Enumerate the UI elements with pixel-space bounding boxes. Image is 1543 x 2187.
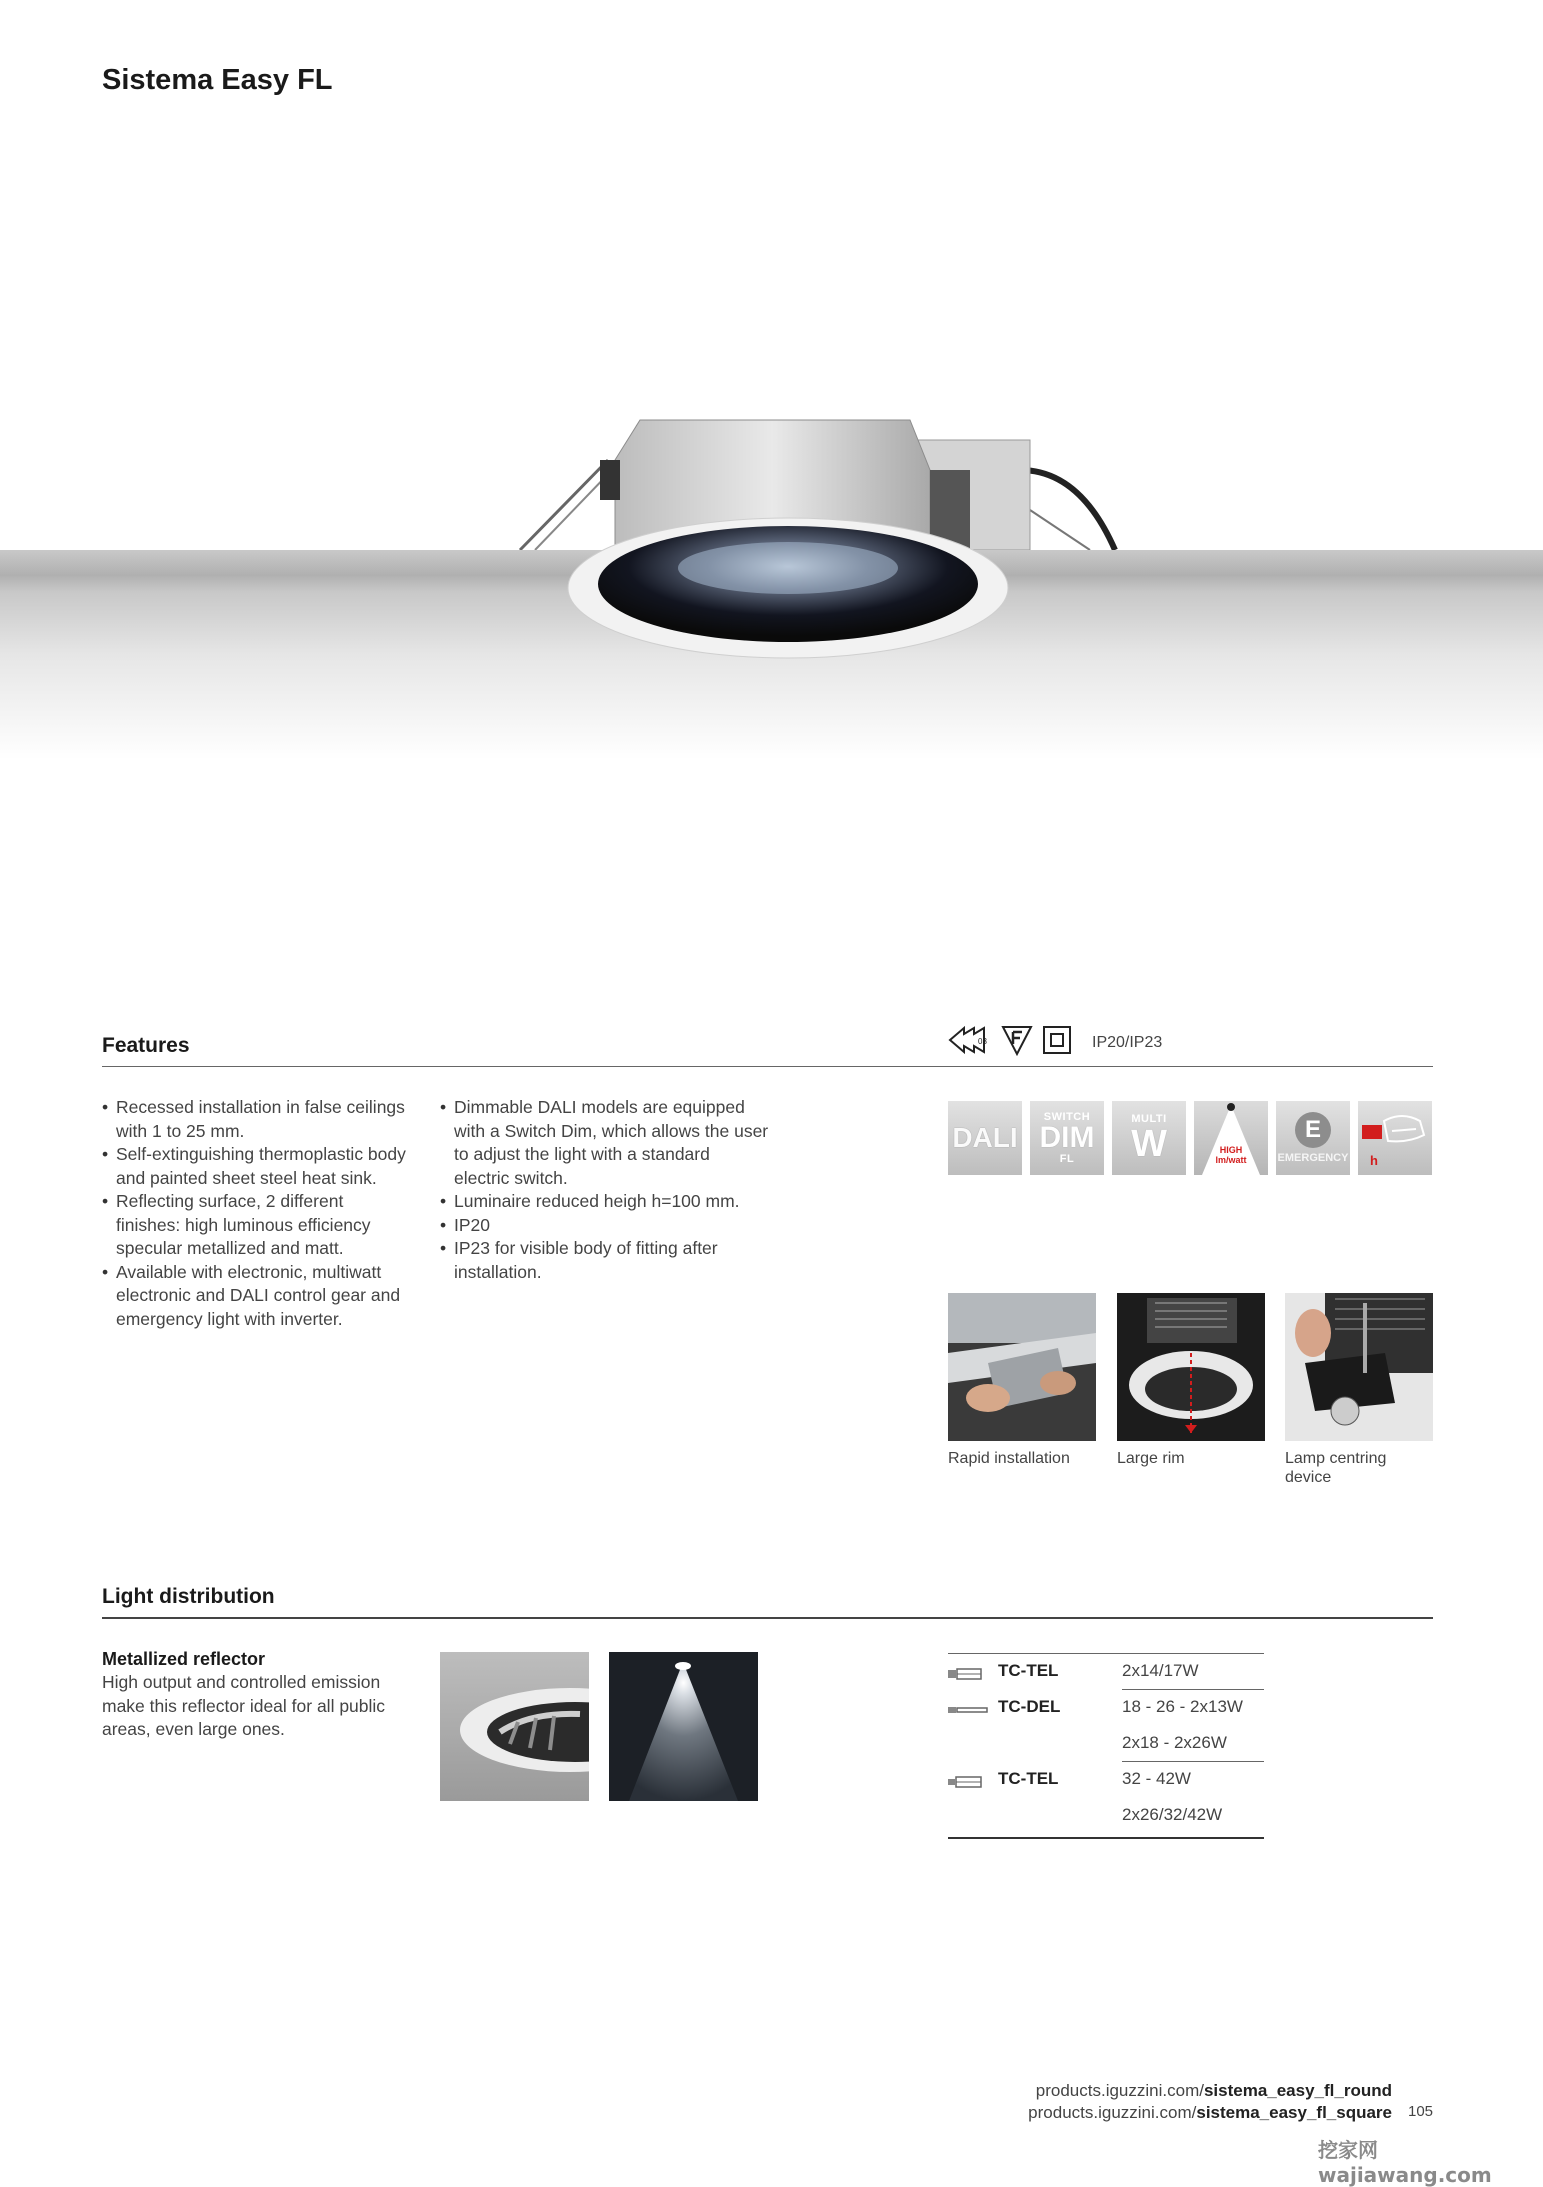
high-label: HIGH <box>1219 1145 1243 1155</box>
dali-label: DALI <box>952 1122 1018 1153</box>
enec-03-mark-icon <box>948 1024 992 1061</box>
feature-item: • Recessed installation in false ceilings with 1 to 25 mm. <box>102 1096 412 1143</box>
features-heading: Features <box>102 1034 190 1057</box>
rapid-installation-photo <box>948 1293 1096 1441</box>
height-label: h <box>1370 1153 1378 1168</box>
lamp-row <box>948 1761 1264 1797</box>
certification-marks <box>948 1024 1162 1061</box>
tc-tel-lamp-icon <box>948 1665 982 1685</box>
reflector-title: Metallized reflector <box>102 1649 266 1669</box>
large-rim-photo <box>1117 1293 1265 1441</box>
lamp-name: TC-DEL <box>998 1697 1061 1716</box>
light-distribution-heading: Light distribution <box>102 1585 275 1608</box>
feature-item: • Reflecting surface, 2 different finishes: high luminous efficiency specular metallized and matt. <box>102 1190 412 1261</box>
lamp-table <box>948 1653 1264 1839</box>
lamp-watts: 32 - 42W <box>1122 1769 1191 1788</box>
switch-label: SWITCH <box>1043 1111 1091 1123</box>
feature-tiles <box>948 1101 1432 1175</box>
light-distribution-divider <box>102 1617 1433 1619</box>
high-efficiency-tile <box>1194 1101 1268 1175</box>
url-slug: sistema_easy_fl_square <box>1196 2103 1392 2122</box>
url-slug: sistema_easy_fl_round <box>1203 2081 1392 2100</box>
feature-item: • Luminaire reduced heigh h=100 mm. <box>440 1190 770 1214</box>
lamp-row <box>948 1689 1264 1725</box>
reflector-photo <box>440 1652 589 1801</box>
page-title: Sistema Easy FL <box>102 64 333 96</box>
row-separator <box>1122 1689 1264 1690</box>
dim-label: DIM <box>1039 1121 1095 1154</box>
feature-item: • Dimmable DALI models are equipped with a Switch Dim, which allows the user to adjust the light with a standard electric switch. <box>440 1096 770 1190</box>
lamp-name: TC-TEL <box>998 1661 1059 1680</box>
emergency-label: EMERGENCY <box>1277 1152 1349 1164</box>
features-list-col1 <box>102 1096 412 1331</box>
watermark: 挖家网 wajiawang.com <box>1318 2138 1492 2187</box>
reflector-description: High output and controlled emission make this reflector ideal for all public areas, even large ones. <box>102 1672 386 1739</box>
ip-rating: IP20/IP23 <box>1092 1033 1163 1051</box>
lamp-row <box>948 1653 1264 1689</box>
url-prefix: products.iguzzini.com/ <box>1035 2081 1204 2100</box>
footer-url-round[interactable] <box>1028 2080 1392 2102</box>
emergency-icon: E <box>1295 1112 1331 1148</box>
tc-del-lamp-icon <box>948 1701 988 1721</box>
lamp-name: TC-TEL <box>998 1769 1059 1788</box>
photo-caption: Large rim <box>1117 1450 1185 1467</box>
photo-caption: Lamp centring device <box>1285 1450 1387 1486</box>
features-list-col2 <box>440 1096 770 1284</box>
photo-caption: Rapid installation <box>948 1450 1070 1467</box>
feature-item: • IP23 for visible body of fitting after installation. <box>440 1237 770 1284</box>
feature-item: • Self-extinguishing thermoplastic body and painted sheet steel heat sink. <box>102 1143 412 1190</box>
lamp-centring-photo <box>1285 1293 1433 1441</box>
svg-text:03: 03 <box>978 1037 987 1046</box>
fl-label: FL <box>1059 1153 1075 1165</box>
w-label: W <box>1131 1123 1167 1165</box>
lamp-watts: 2x14/17W <box>1122 1661 1199 1680</box>
multi-label: MULTI <box>1131 1113 1167 1125</box>
switch-dim-tile <box>1030 1101 1104 1175</box>
lamp-watts: 18 - 26 - 2x13W <box>1122 1697 1243 1716</box>
f-mark-icon <box>1000 1024 1034 1061</box>
lamp-watts: 2x18 - 2x26W <box>1122 1733 1227 1752</box>
feature-item: • Available with electronic, multiwatt electronic and DALI control gear and emergency light with inverter. <box>102 1261 412 1332</box>
lamp-row <box>948 1725 1264 1761</box>
page-number: 105 <box>1408 2103 1434 2120</box>
reduced-height-tile <box>1358 1101 1432 1175</box>
dali-tile <box>948 1101 1022 1175</box>
multiwatt-tile <box>1112 1101 1186 1175</box>
double-insulation-icon <box>1042 1025 1072 1060</box>
footer-url-square[interactable] <box>1028 2102 1392 2124</box>
lamp-table-bottom-rule <box>948 1837 1264 1839</box>
lamp-watts: 2x26/32/42W <box>1122 1805 1223 1824</box>
light-beam-photo <box>609 1652 758 1801</box>
tc-tel-lamp-icon <box>948 1773 982 1793</box>
feature-item: • IP20 <box>440 1214 770 1238</box>
row-separator <box>1122 1761 1264 1762</box>
emergency-tile <box>1276 1101 1350 1175</box>
features-divider <box>102 1066 1433 1067</box>
footer-urls <box>1028 2080 1392 2124</box>
lm-watt-label: lm/watt <box>1215 1155 1247 1165</box>
url-prefix: products.iguzzini.com/ <box>1028 2103 1197 2122</box>
product-hero-image <box>0 400 1543 760</box>
lamp-table-top-rule <box>948 1653 1264 1654</box>
lamp-row <box>948 1797 1264 1833</box>
